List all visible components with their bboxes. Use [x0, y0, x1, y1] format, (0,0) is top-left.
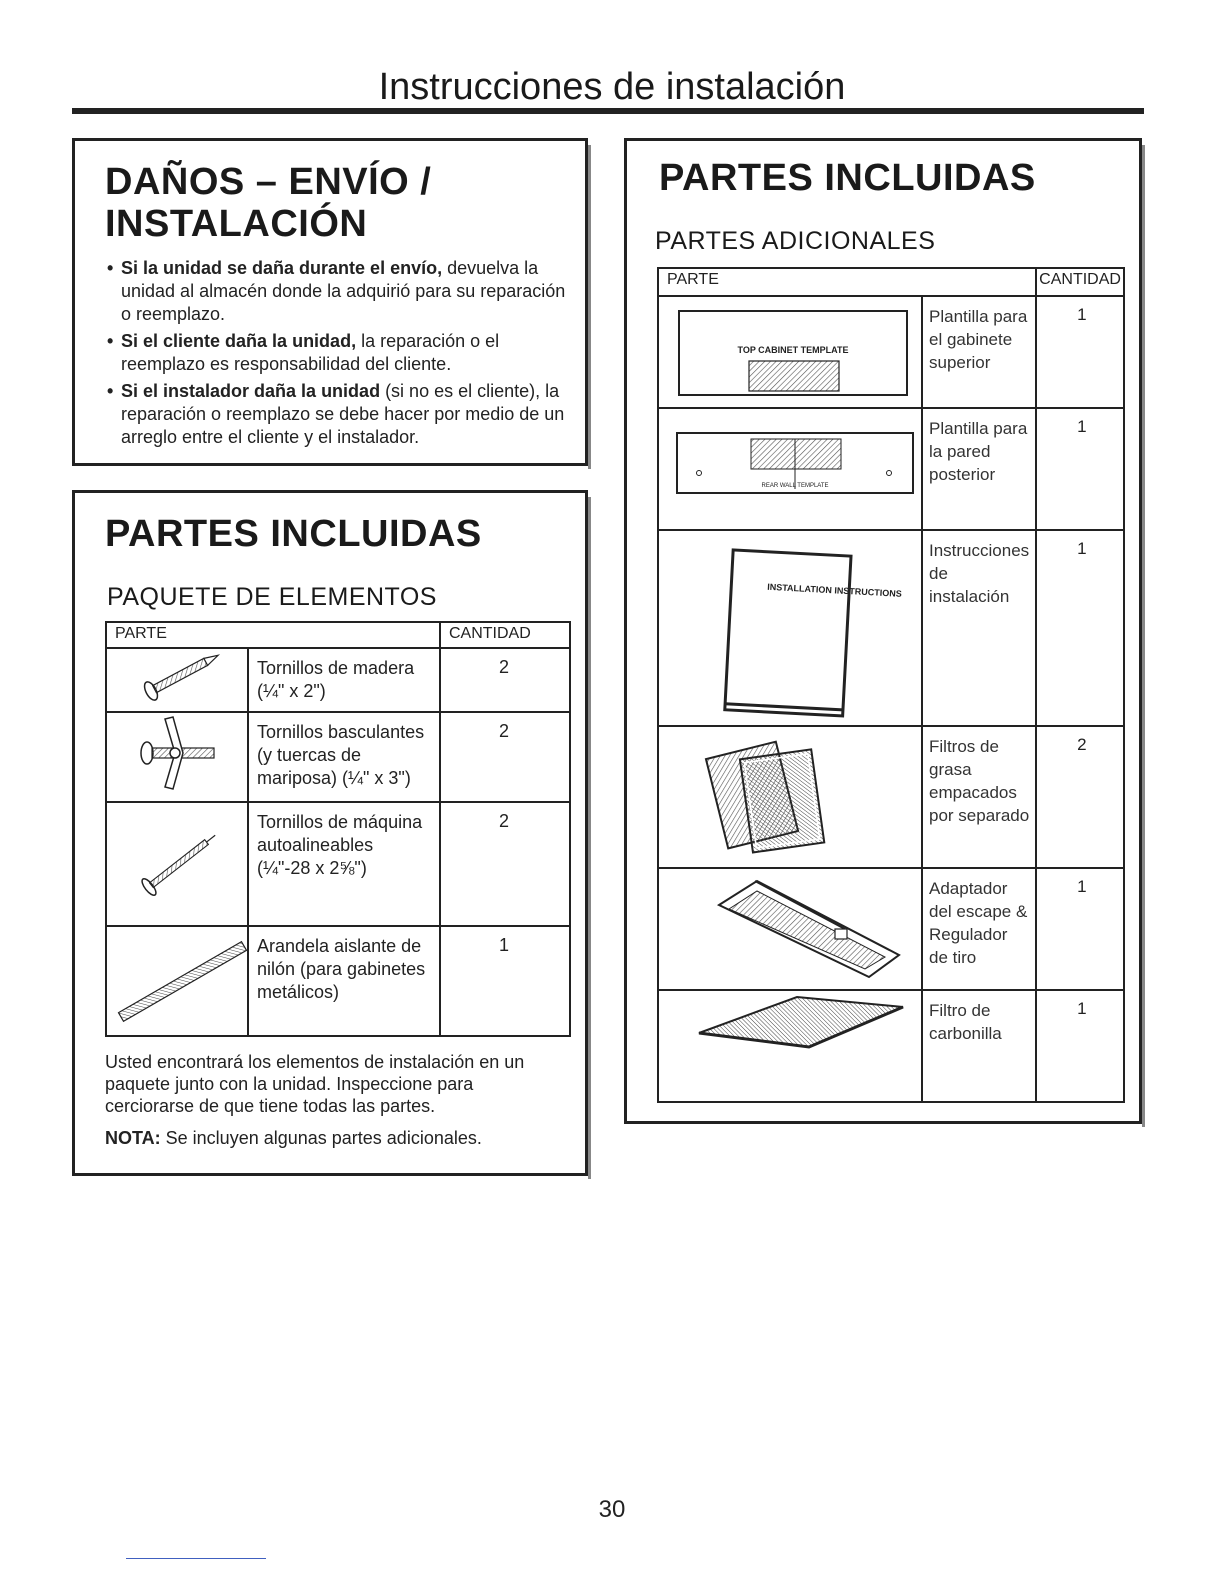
part-description: Tornillos basculantes (y tuercas de mariposa) (¼" x 3"): [248, 712, 440, 802]
kit-note: Usted encontrará los elementos de instalación en un paquete junto con la unidad. Inspeccione para cerciorarse de que tiene todas las partes.: [105, 1052, 525, 1116]
page-title: Instrucciones de instalación: [378, 66, 846, 108]
parts-included-additional-box: [624, 138, 1142, 1124]
part-description: Plantilla para la pared posterior: [922, 408, 1036, 530]
machine-screw-icon: [107, 803, 247, 923]
part-description: Tornillos de madera (¼" x 2"): [248, 648, 440, 712]
kit-nota: NOTA: Se incluyen algunas partes adicionales.: [105, 1128, 482, 1148]
toggle-bolt-icon: [107, 713, 247, 801]
part-quantity: 1: [1036, 530, 1124, 726]
table-row: [658, 868, 1124, 990]
damage-item: • Si la unidad se daña durante el envío, devuelva la unidad al almacén donde la adquirió para su reparación o reemplazo.: [107, 257, 577, 326]
charcoal-filter-icon: [659, 991, 921, 1101]
template-label: REAR WALL TEMPLATE: [761, 483, 829, 489]
table-row: [106, 926, 570, 1036]
part-description: Filtros de grasa empacados por separado: [922, 726, 1036, 868]
part-description: Tornillos de máquina autoalineables (¼"-28 x 2⅝"): [248, 802, 440, 926]
part-quantity: 2: [440, 712, 570, 802]
kit-parts-table: [105, 621, 571, 1037]
table-row: [658, 296, 1124, 408]
template-label: TOP CABINET TEMPLATE: [737, 345, 849, 355]
col-part-header: PARTE: [106, 622, 440, 648]
damage-list: [107, 257, 577, 453]
col-part-header: PARTE: [658, 268, 1036, 296]
table-row: [106, 648, 570, 712]
col-qty-header: CANTIDAD: [440, 622, 570, 648]
part-quantity: 2: [440, 648, 570, 712]
top-cabinet-template-icon: [659, 297, 921, 407]
table-row: [658, 530, 1124, 726]
additional-parts-table: [657, 267, 1125, 1103]
table-row: [106, 712, 570, 802]
part-description: Adaptador del escape & Regulador de tiro: [922, 868, 1036, 990]
part-quantity: 1: [440, 926, 570, 1036]
booklet-label: INSTALLATION INSTRUCTIONS: [767, 581, 903, 599]
table-header-row: [658, 268, 1124, 296]
kit-heading: PARTES INCLUIDAS: [105, 513, 482, 555]
damage-item: • Si el instalador daña la unidad (si no es el cliente), la reparación o reemplazo se debe hacer por medio de un arreglo entre el cliente y el instalador.: [107, 380, 577, 449]
table-header-row: [106, 622, 570, 648]
part-quantity: 1: [1036, 990, 1124, 1102]
grease-filters-icon: [659, 727, 921, 867]
part-quantity: 1: [1036, 296, 1124, 408]
page-number: 30: [598, 1496, 626, 1523]
part-description: Plantilla para el gabinete superior: [922, 296, 1036, 408]
part-quantity: 2: [1036, 726, 1124, 868]
part-description: Instrucciones de instalación: [922, 530, 1036, 726]
table-row: [658, 726, 1124, 868]
table-row: [106, 802, 570, 926]
part-quantity: 1: [1036, 408, 1124, 530]
nylon-washer-strip-icon: [107, 927, 247, 1035]
part-description: Arandela aislante de nilón (para gabinetes metálicos): [248, 926, 440, 1036]
part-quantity: 1: [1036, 868, 1124, 990]
footer-link-line: [126, 1558, 266, 1559]
wood-screw-icon: [107, 649, 247, 709]
damage-heading: [105, 161, 431, 245]
damage-item: • Si el cliente daña la unidad, la reparación o el reemplazo es responsabilidad del cliente.: [107, 330, 577, 376]
extra-subheading: PARTES ADICIONALES: [655, 227, 936, 255]
extra-heading: PARTES INCLUIDAS: [659, 157, 1036, 199]
parts-included-kit-box: [72, 490, 588, 1176]
col-qty-header: CANTIDAD: [1036, 268, 1124, 296]
rear-wall-template-icon: [659, 409, 921, 529]
part-quantity: 2: [440, 802, 570, 926]
table-row: [658, 990, 1124, 1102]
table-row: [658, 408, 1124, 530]
damage-heading-line1: DAÑOS – ENVÍO /: [105, 161, 432, 203]
kit-subheading: PAQUETE DE ELEMENTOS: [107, 583, 437, 611]
installation-instructions-icon: [659, 531, 921, 725]
damage-shipping-installation-box: [72, 138, 588, 466]
part-description: Filtro de carbonilla: [922, 990, 1036, 1102]
damage-heading-line2: INSTALACIÓN: [105, 203, 368, 245]
title-divider: [72, 108, 1144, 114]
exhaust-adapter-damper-icon: [659, 869, 921, 989]
